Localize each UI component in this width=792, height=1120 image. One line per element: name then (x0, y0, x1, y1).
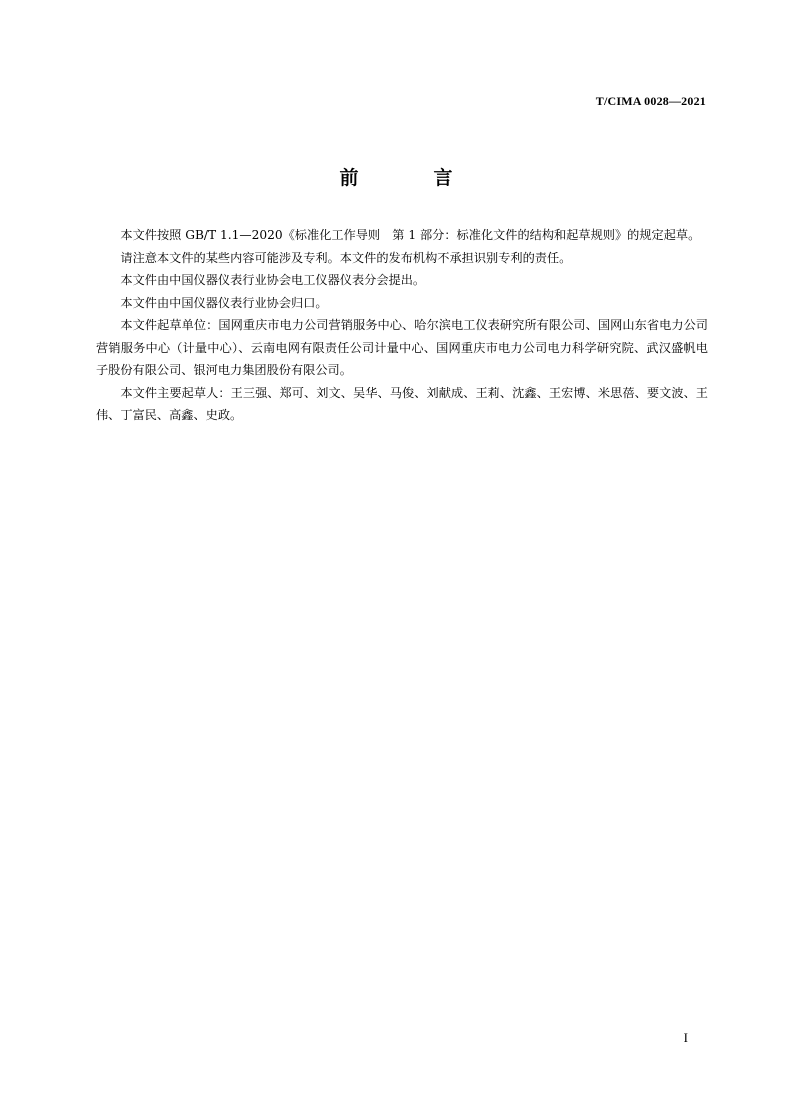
paragraph-patent-notice: 请注意本文件的某些内容可能涉及专利。本文件的发布机构不承担识别专利的责任。 (120, 250, 572, 265)
page-number: I (683, 1030, 688, 1045)
document-code: T/CIMA 0028—2021 (595, 94, 706, 108)
paragraph-drafting-rules: 本文件按照 GB/T 1.1—2020《标准化工作导则 第 1 部分：标准化文件的结构和起草规则》的规定起草。 (120, 228, 701, 242)
preface-body (96, 224, 708, 427)
section-title: 前 言 (339, 167, 481, 189)
paragraph-centralized-by: 本文件由中国仪器仪表行业协会归口。 (120, 295, 328, 310)
paragraph-proposer: 本文件由中国仪器仪表行业协会电工仪器仪表分会提出。 (120, 273, 426, 287)
paragraph-drafting-units: 本文件起草单位：国网重庆市电力公司营销服务中心、哈尔滨电工仪表研究所有限公司、国网山东省电力公司营销服务中心（计量中心）、云南电网有限责任公司计量中心、国网重庆市电力公司电力科学研究院、武汉盛帆电子股份有限公司、银河电力集团股份有限公司。 (96, 318, 708, 377)
paragraph-drafters: 本文件主要起草人：王三强、郑可、刘文、吴华、马俊、刘献成、王莉、沈鑫、王宏博、米思蓓、要文波、王伟、丁富民、高鑫、史政。 (96, 385, 708, 422)
